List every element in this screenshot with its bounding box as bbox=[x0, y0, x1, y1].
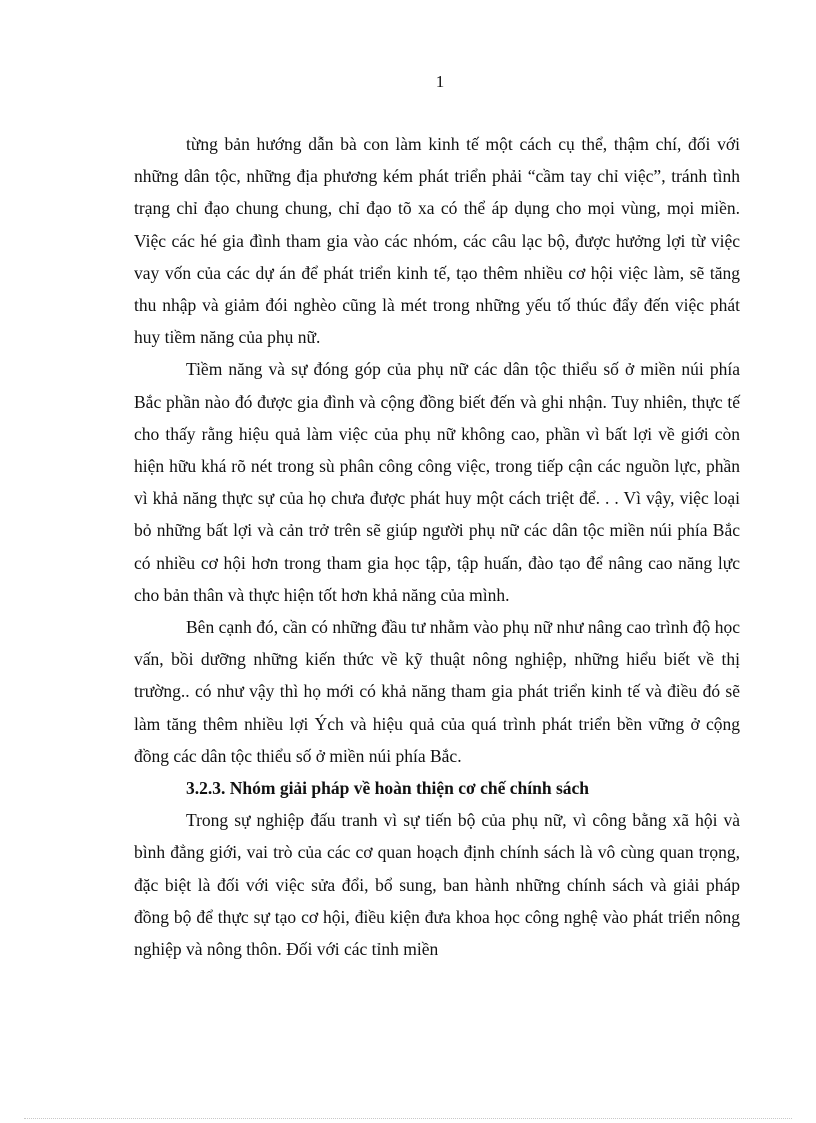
document-body bbox=[134, 128, 740, 965]
footer-divider bbox=[24, 1118, 792, 1119]
paragraph-2: Tiềm năng và sự đóng góp của phụ nữ các dân tộc thiểu số ở miền núi phía Bắc phần nào đó được gia đình và cộng đồng biết đến và ghi nhận. Tuy nhiên, thực tế cho thấy rằng hiệu quả làm việc của phụ nữ không cao, phần vì bất lợi về giới còn hiện hữu khá rõ nét trong sù phân công công việc, trong tiếp cận các nguồn lực, phần vì khả năng thực sự của họ chưa được phát huy một cách triệt để. . . Vì vậy, việc loại bỏ những bất lợi và cản trở trên sẽ giúp người phụ nữ các dân tộc miền núi phía Bắc có nhiều cơ hội hơn trong tham gia học tập, tập huấn, đào tạo để nâng cao năng lực cho bản thân và thực hiện tốt hơn khả năng của mình. bbox=[134, 359, 740, 605]
paragraph-1: từng bản hướng dẫn bà con làm kinh tế một cách cụ thể, thậm chí, đối với những dân tộc, những địa phương kém phát triển phải “cầm tay chỉ việc”, tránh tình trạng chỉ đạo chung chung, chỉ đạo tõ xa có thể áp dụng cho mọi vùng, mọi miền. Việc các hé gia đình tham gia vào các nhóm, các câu lạc bộ, được hưởng lợi từ việc vay vốn của các dự án để phát triển kinh tế, tạo thêm nhiều cơ hội việc làm, sẽ tăng thu nhập và giảm đói nghèo cũng là mét trong những yếu tố thúc đẩy đến việc phát huy tiềm năng của phụ nữ. bbox=[134, 134, 740, 348]
paragraph-3: Bên cạnh đó, cần có những đầu tư nhằm vào phụ nữ như nâng cao trình độ học vấn, bồi dưỡng những kiến thức về kỹ thuật nông nghiệp, những hiểu biết về thị trường.. có như vậy thì họ mới có khả năng tham gia phát triển kinh tế và điều đó sẽ làm tăng thêm nhiều lợi Ých và hiệu quả của quá trình phát triển bền vững ở cộng đồng các dân tộc thiểu số ở miền núi phía Bắc. bbox=[134, 617, 740, 766]
page-number: 1 bbox=[435, 72, 445, 91]
section-heading: 3.2.3. Nhóm giải pháp về hoàn thiện cơ chế chính sách bbox=[186, 778, 590, 799]
section-paragraph: Trong sự nghiệp đấu tranh vì sự tiến bộ của phụ nữ, vì công bằng xã hội và bình đẳng giới, vai trò của các cơ quan hoạch định chính sách là vô cùng quan trọng, đặc biệt là đối với việc sửa đổi, bổ sung, ban hành những chính sách và giải pháp đồng bộ để thực sự tạo cơ hội, điều kiện đưa khoa học công nghệ vào phát triển nông nghiệp và nông thôn. Đối với các tỉnh miền bbox=[134, 810, 740, 960]
